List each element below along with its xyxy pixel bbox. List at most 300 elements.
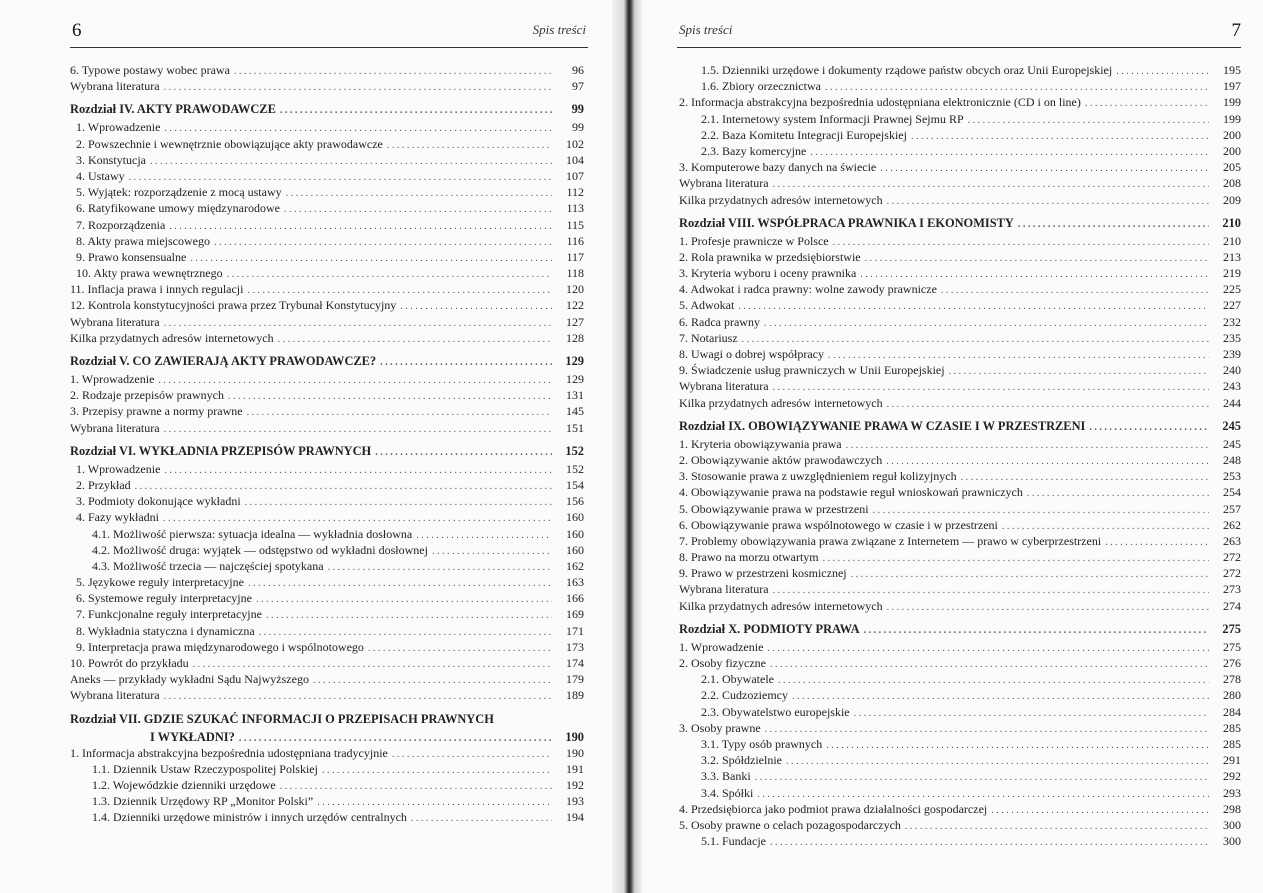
toc-entry-label: 3. Podmioty dokonujące wykładni bbox=[76, 494, 241, 509]
toc-entry-label: 3. Osoby prawne bbox=[679, 720, 761, 735]
toc-entry-label: 2.1. Internetowy system Informacji Prawnej Sejmu RP bbox=[701, 111, 964, 126]
toc-entry-label: 4. Adwokat i radca prawny: wolne zawody prawnicze bbox=[679, 282, 937, 297]
toc-entry-page: 162 bbox=[566, 558, 584, 573]
toc-entry-label: 4. Przedsiębiorca jako podmiot prawa działalności gospodarczej bbox=[679, 801, 988, 816]
toc-entry-page: 263 bbox=[1223, 533, 1241, 548]
toc-entry-label: 2.2. Cudzoziemcy bbox=[701, 688, 788, 703]
toc-entry-label: 3.4. Spółki bbox=[701, 785, 754, 800]
toc-entry-label: Wybrana literatura bbox=[679, 379, 769, 394]
toc-list bbox=[70, 62, 584, 826]
toc-entry bbox=[679, 233, 1241, 249]
toc-entry-page: 200 bbox=[1223, 127, 1241, 142]
toc-leader-dots bbox=[887, 600, 1209, 616]
toc-entry-page: 171 bbox=[566, 623, 584, 638]
page-number: 6 bbox=[72, 20, 82, 41]
toc-entry-page: 199 bbox=[1223, 111, 1241, 126]
toc-entry bbox=[679, 704, 1241, 720]
toc-entry-label: 8. Akty prawa miejscowego bbox=[76, 233, 210, 248]
toc-entry-label: 3. Komputerowe bazy danych na świecie bbox=[679, 160, 877, 175]
toc-entry-page: 272 bbox=[1223, 566, 1241, 581]
toc-entry-page: 273 bbox=[1223, 582, 1241, 597]
toc-entry-label: Wybrana literatura bbox=[70, 314, 160, 329]
toc-entry-label: Rozdział VIII. WSPÓŁPRACA PRAWNIKA I EKONOMISTY bbox=[679, 215, 1014, 230]
toc-entry-label: 2. Informacja abstrakcyjna bezpośrednia udostępniana elektronicznie (CD i on line) bbox=[679, 95, 1081, 110]
toc-entry bbox=[70, 809, 584, 825]
toc-entry-label: Rozdział IX. OBOWIĄZYWANIE PRAWA W CZASIE I W PRZESTRZENI bbox=[679, 418, 1086, 433]
toc-entry bbox=[70, 168, 584, 184]
toc-entry-page: 156 bbox=[566, 494, 584, 509]
toc-entry-label: Wybrana literatura bbox=[70, 688, 160, 703]
toc-entry bbox=[70, 78, 584, 94]
toc-entry bbox=[70, 387, 584, 403]
toc-entry-page: 129 bbox=[565, 354, 584, 368]
toc-entry-label: 5. Językowe reguły interpretacyjne bbox=[76, 575, 244, 590]
toc-entry bbox=[679, 517, 1241, 533]
toc-entry bbox=[679, 111, 1241, 127]
toc-entry-page: 235 bbox=[1223, 330, 1241, 345]
toc-entry-page: 166 bbox=[566, 591, 584, 606]
toc-entry-page: 160 bbox=[566, 542, 584, 557]
toc-entry bbox=[679, 362, 1241, 378]
toc-entry-label: 2. Obowiązywanie aktów prawodawczych bbox=[679, 452, 883, 467]
toc-entry bbox=[679, 720, 1241, 736]
toc-entry bbox=[70, 745, 584, 761]
toc-leader-dots bbox=[164, 689, 552, 705]
toc-entry bbox=[679, 314, 1241, 330]
toc-entry-page: 145 bbox=[566, 404, 584, 419]
toc-entry-label: Rozdział VII. GDZIE SZUKAĆ INFORMACJI O PRZEPISACH PRAWNYCH bbox=[70, 711, 494, 726]
toc-entry-page: 240 bbox=[1223, 363, 1241, 378]
toc-entry-page: 97 bbox=[572, 79, 584, 94]
toc-entry-page: 199 bbox=[1223, 95, 1241, 110]
toc-entry-label: 1.3. Dziennik Urzędowy RP „Monitor Polski” bbox=[92, 794, 314, 809]
toc-entry bbox=[70, 184, 584, 200]
toc-entry-page: 120 bbox=[566, 282, 584, 297]
toc-entry-page: 154 bbox=[566, 477, 584, 492]
toc-entry-page: 152 bbox=[566, 461, 584, 476]
toc-entry-page: 191 bbox=[566, 761, 584, 776]
toc-leader-dots bbox=[887, 397, 1209, 413]
toc-entry-label: 1.5. Dzienniki urzędowe i dokumenty rządowe państw obcych oraz Unii Europejskiej bbox=[701, 63, 1113, 77]
toc-entry-page: 293 bbox=[1223, 785, 1241, 800]
toc-entry bbox=[679, 833, 1241, 849]
toc-entry-page: 292 bbox=[1223, 769, 1241, 784]
toc-entry bbox=[70, 671, 584, 687]
toc-entry-page: 174 bbox=[566, 656, 584, 670]
toc-entry bbox=[679, 159, 1241, 175]
toc-entry-label: 3. Kryteria wyboru i oceny prawnika bbox=[679, 266, 857, 281]
toc-entry-label: 5.1. Fundacje bbox=[701, 834, 766, 849]
toc-entry-label: 4.2. Możliwość druga: wyjątek — odstępstwo od wykładni dosłownej bbox=[92, 542, 428, 557]
toc-entry bbox=[679, 94, 1241, 110]
toc-leader-dots bbox=[411, 811, 552, 827]
toc-entry-page: 194 bbox=[566, 810, 584, 825]
toc-leader-dots bbox=[164, 422, 552, 438]
toc-entry-label: 2.1. Obywatele bbox=[701, 672, 774, 687]
toc-entry-label: Rozdział IV. AKTY PRAWODAWCZE bbox=[70, 102, 276, 117]
toc-entry-label: Rozdział V. CO ZAWIERAJĄ AKTY PRAWODAWCZE? bbox=[70, 354, 377, 368]
toc-entry-label: 1.2. Wojewódzkie dzienniki urzędowe bbox=[92, 777, 276, 792]
toc-entry-page: 210 bbox=[1223, 233, 1241, 248]
toc-entry-page: 189 bbox=[566, 688, 584, 703]
toc-entry bbox=[679, 484, 1241, 500]
left-page-header bbox=[72, 22, 586, 44]
toc-entry bbox=[679, 801, 1241, 817]
toc-entry-label: 1. Wprowadzenie bbox=[679, 639, 764, 654]
toc-entry-label: 12. Kontrola konstytucyjności prawa przez Trybunał Konstytucyjny bbox=[70, 298, 397, 313]
toc-entry bbox=[70, 249, 584, 265]
right-page bbox=[636, 0, 1263, 893]
toc-entry bbox=[70, 477, 584, 493]
toc-entry bbox=[70, 761, 584, 777]
toc-entry bbox=[70, 777, 584, 793]
toc-entry-label: 5. Adwokat bbox=[679, 298, 735, 313]
right-page-header bbox=[679, 22, 1241, 44]
toc-entry-label: 3. Stosowanie prawa z uwzględnieniem reguł kolizyjnych bbox=[679, 469, 957, 484]
toc-entry-label: 4. Ustawy bbox=[76, 168, 125, 183]
toc-entry-label: 11. Inflacja prawa i innych regulacji bbox=[70, 282, 244, 297]
toc-entry-page: 117 bbox=[566, 249, 584, 264]
toc-entry-page: 232 bbox=[1223, 314, 1241, 329]
toc-chapter-heading bbox=[679, 213, 1241, 233]
toc-entry bbox=[679, 452, 1241, 468]
toc-entry-page: 193 bbox=[566, 794, 584, 809]
toc-entry bbox=[679, 598, 1241, 614]
toc-entry bbox=[70, 200, 584, 216]
toc-entry-page: 104 bbox=[566, 152, 584, 167]
toc-entry bbox=[70, 590, 584, 606]
toc-entry bbox=[679, 639, 1241, 655]
toc-entry bbox=[679, 297, 1241, 313]
toc-entry bbox=[679, 468, 1241, 484]
toc-entry-page: 173 bbox=[566, 639, 584, 654]
toc-leader-dots bbox=[1018, 215, 1209, 235]
toc-entry-page: 257 bbox=[1223, 501, 1241, 516]
toc-leader-dots bbox=[887, 194, 1209, 210]
toc-entry-label: 2.3. Obywatelstwo europejskie bbox=[701, 704, 850, 719]
toc-entry-page: 213 bbox=[1223, 249, 1241, 264]
toc-entry-label: 2.2. Baza Komitetu Integracji Europejskiej bbox=[701, 127, 907, 142]
toc-entry bbox=[70, 687, 584, 703]
toc-entry-label: 1. Wprowadzenie bbox=[70, 372, 155, 386]
toc-entry-page: 112 bbox=[566, 185, 584, 200]
toc-entry-label: 7. Funkcjonalne reguły interpretacyjne bbox=[76, 607, 262, 622]
toc-entry-label: 6. Ratyfikowane umowy międzynarodowe bbox=[76, 201, 280, 216]
toc-entry-page: 192 bbox=[566, 777, 584, 792]
toc-chapter-heading bbox=[70, 441, 584, 461]
toc-entry-label: 6. Radca prawny bbox=[679, 314, 760, 329]
toc-entry-page: 208 bbox=[1223, 176, 1241, 191]
toc-entry-page: 160 bbox=[566, 526, 584, 541]
toc-entry-page: 245 bbox=[1222, 418, 1241, 433]
toc-entry-label: Kilka przydatnych adresów internetowych bbox=[70, 330, 274, 345]
toc-entry-label: Wybrana literatura bbox=[679, 582, 769, 597]
toc-entry-page: 276 bbox=[1223, 656, 1241, 670]
toc-entry-page: 179 bbox=[566, 672, 584, 687]
toc-entry-label: Wybrana literatura bbox=[70, 420, 160, 435]
toc-entry-label: 1. Profesje prawnicze w Polsce bbox=[679, 233, 829, 248]
toc-entry bbox=[679, 143, 1241, 159]
toc-entry-label: 9. Interpretacja prawa międzynarodowego i wspólnotowego bbox=[76, 639, 364, 654]
toc-entry bbox=[679, 127, 1241, 143]
toc-entry bbox=[70, 509, 584, 525]
toc-entry bbox=[70, 371, 584, 387]
toc-entry bbox=[70, 233, 584, 249]
toc-entry bbox=[679, 378, 1241, 394]
toc-entry-label: Rozdział VI. WYKŁADNIA PRZEPISÓW PRAWNYCH bbox=[70, 443, 372, 458]
toc-entry-label: 8. Uwagi o dobrej współpracy bbox=[679, 347, 824, 361]
toc-entry-page: 205 bbox=[1223, 160, 1241, 175]
toc-entry-page: 244 bbox=[1223, 395, 1241, 410]
toc-entry-label: 1. Wprowadzenie bbox=[76, 120, 161, 135]
toc-leader-dots bbox=[380, 353, 552, 373]
toc-entry bbox=[679, 565, 1241, 581]
toc-entry-page: 278 bbox=[1223, 672, 1241, 687]
toc-entry bbox=[679, 817, 1241, 833]
toc-entry bbox=[70, 461, 584, 477]
toc-entry-page: 115 bbox=[566, 217, 584, 232]
toc-entry-page: 298 bbox=[1223, 801, 1241, 816]
toc-entry-label: I WYKŁADNI? bbox=[150, 729, 235, 744]
toc-entry bbox=[70, 217, 584, 233]
toc-entry bbox=[679, 265, 1241, 281]
toc-entry-page: 248 bbox=[1223, 452, 1241, 467]
toc-entry-label: Kilka przydatnych adresów internetowych bbox=[679, 598, 883, 613]
toc-entry-page: 272 bbox=[1223, 550, 1241, 565]
toc-leader-dots bbox=[864, 621, 1209, 641]
toc-entry-label: 9. Prawo konsensualne bbox=[76, 249, 187, 264]
toc-entry-page: 200 bbox=[1223, 143, 1241, 158]
toc-entry bbox=[679, 62, 1241, 78]
toc-entry-label: 3.3. Banki bbox=[701, 769, 751, 784]
toc-leader-dots bbox=[770, 835, 1209, 851]
toc-entry-page: 197 bbox=[1223, 79, 1241, 94]
toc-entry-label: Wybrana literatura bbox=[70, 79, 160, 94]
toc-entry-page: 116 bbox=[566, 233, 584, 248]
toc-chapter-heading bbox=[70, 99, 584, 119]
toc-entry-label: 3.1. Typy osób prawnych bbox=[701, 736, 823, 751]
toc-entry-page: 262 bbox=[1223, 517, 1241, 532]
toc-entry-label: Aneks — przykłady wykładni Sądu Najwyższego bbox=[70, 672, 309, 687]
toc-entry-page: 118 bbox=[566, 266, 584, 281]
toc-entry-page: 291 bbox=[1223, 753, 1241, 768]
toc-chapter-heading bbox=[70, 709, 584, 729]
toc-entry-page: 152 bbox=[565, 443, 584, 458]
toc-entry-label: 4.1. Możliwość pierwsza: sytuacja idealna — wykładnia dosłowna bbox=[92, 526, 413, 541]
toc-entry bbox=[70, 330, 584, 346]
toc-chapter-heading bbox=[70, 351, 584, 371]
toc-entry-label: 2. Rola prawnika w przedsiębiorstwie bbox=[679, 249, 861, 264]
toc-entry bbox=[679, 752, 1241, 768]
toc-entry-page: 243 bbox=[1223, 379, 1241, 394]
toc-entry-page: 122 bbox=[566, 298, 584, 313]
toc-entry-page: 99 bbox=[571, 102, 584, 117]
toc-entry-page: 275 bbox=[1223, 639, 1241, 654]
toc-leader-dots bbox=[280, 101, 552, 121]
toc-entry-page: 254 bbox=[1223, 485, 1241, 500]
toc-entry bbox=[679, 549, 1241, 565]
toc-entry-label: 6. Obowiązywanie prawa wspólnotowego w czasie i w przestrzeni bbox=[679, 517, 998, 532]
toc-entry-page: 285 bbox=[1223, 736, 1241, 751]
toc-entry-page: 245 bbox=[1223, 436, 1241, 451]
toc-entry-page: 127 bbox=[566, 314, 584, 329]
toc-entry-page: 210 bbox=[1222, 215, 1241, 230]
toc-entry-label: 8. Prawo na morzu otwartym bbox=[679, 550, 819, 565]
toc-entry bbox=[70, 574, 584, 590]
running-title: Spis treści bbox=[532, 22, 586, 37]
toc-entry bbox=[679, 395, 1241, 411]
toc-entry-label: 5. Osoby prawne o celach pozagospodarczych bbox=[679, 817, 901, 832]
toc-entry-page: 280 bbox=[1223, 688, 1241, 703]
toc-entry bbox=[70, 281, 584, 297]
toc-chapter-heading bbox=[679, 619, 1241, 639]
toc-entry-page: 190 bbox=[566, 745, 584, 760]
toc-entry-label: 5. Wyjątek: rozporządzenie z mocą ustawy bbox=[76, 185, 282, 200]
toc-entry-label: 10. Akty prawa wewnętrznego bbox=[76, 266, 223, 281]
toc-entry bbox=[679, 175, 1241, 191]
toc-entry-page: 160 bbox=[566, 510, 584, 525]
toc-entry-page: 300 bbox=[1223, 834, 1241, 849]
page-number: 7 bbox=[1231, 20, 1241, 41]
toc-leader-dots bbox=[1089, 418, 1209, 438]
toc-entry-label: 7. Rozporządzenia bbox=[76, 217, 166, 232]
toc-entry-label: 7. Notariusz bbox=[679, 330, 738, 345]
toc-entry bbox=[679, 785, 1241, 801]
toc-entry bbox=[70, 493, 584, 509]
toc-entry bbox=[70, 403, 584, 419]
toc-entry-page: 96 bbox=[572, 63, 584, 77]
toc-entry-page: 253 bbox=[1223, 469, 1241, 484]
toc-list bbox=[679, 62, 1241, 849]
toc-entry-page: 227 bbox=[1223, 298, 1241, 313]
toc-entry-page: 225 bbox=[1223, 282, 1241, 297]
toc-entry-page: 102 bbox=[566, 136, 584, 151]
toc-entry-label: 3. Przepisy prawne a normy prawne bbox=[70, 404, 243, 419]
toc-entry bbox=[679, 687, 1241, 703]
toc-entry-page: 239 bbox=[1223, 347, 1241, 361]
toc-entry-label: 9. Świadczenie usług prawniczych w Unii Europejskiej bbox=[679, 363, 945, 378]
header-rule bbox=[677, 47, 1241, 48]
toc-entry bbox=[679, 192, 1241, 208]
toc-entry bbox=[70, 119, 584, 135]
toc-entry-label: 4. Fazy wykładni bbox=[76, 510, 159, 525]
toc-entry-label: 8. Wykładnia statyczna i dynamiczna bbox=[76, 623, 255, 638]
toc-entry-label: 1.6. Zbiory orzecznictwa bbox=[701, 79, 821, 94]
toc-entry bbox=[679, 533, 1241, 549]
toc-entry bbox=[679, 78, 1241, 94]
toc-leader-dots bbox=[164, 80, 552, 96]
toc-entry bbox=[70, 639, 584, 655]
toc-entry bbox=[679, 671, 1241, 687]
toc-entry-page: 284 bbox=[1223, 704, 1241, 719]
toc-entry-label: 1.1. Dziennik Ustaw Rzeczypospolitej Polskiej bbox=[92, 761, 318, 776]
toc-entry-page: 209 bbox=[1223, 192, 1241, 207]
toc-entry bbox=[679, 436, 1241, 452]
toc-entry bbox=[679, 768, 1241, 784]
toc-entry bbox=[70, 297, 584, 313]
toc-entry bbox=[70, 558, 584, 574]
toc-entry-page: 129 bbox=[566, 372, 584, 386]
header-rule bbox=[70, 47, 588, 48]
toc-entry-label: 6. Systemowe reguły interpretacyjne bbox=[76, 591, 252, 606]
toc-entry-label: 3. Konstytucja bbox=[76, 152, 146, 167]
toc-entry-page: 131 bbox=[566, 388, 584, 403]
toc-entry-label: Rozdział X. PODMIOTY PRAWA bbox=[679, 621, 860, 636]
toc-entry bbox=[70, 136, 584, 152]
toc-entry-label: 2. Powszechnie i wewnętrznie obowiązujące akty prawodawcze bbox=[76, 136, 383, 151]
toc-entry bbox=[70, 606, 584, 622]
toc-entry bbox=[70, 265, 584, 281]
toc-entry-page: 219 bbox=[1223, 266, 1241, 281]
toc-entry bbox=[70, 526, 584, 542]
toc-entry-label: 7. Problemy obowiązywania prawa związane z Internetem — prawo w cyberprzestrzeni bbox=[679, 533, 1102, 548]
toc-entry-page: 275 bbox=[1222, 621, 1241, 636]
toc-entry-label: 2.3. Bazy komercyjne bbox=[701, 143, 807, 158]
toc-entry-label: 9. Prawo w przestrzeni kosmicznej bbox=[679, 566, 847, 581]
toc-entry bbox=[679, 736, 1241, 752]
toc-entry-label: 4.3. Możliwość trzecia — najczęściej spotykana bbox=[92, 558, 324, 573]
running-title: Spis treści bbox=[679, 22, 733, 37]
toc-entry-page: 169 bbox=[566, 607, 584, 622]
toc-entry-page: 113 bbox=[566, 201, 584, 216]
toc-entry bbox=[679, 655, 1241, 671]
toc-entry-page: 99 bbox=[572, 120, 584, 135]
toc-entry bbox=[70, 420, 584, 436]
toc-entry bbox=[679, 281, 1241, 297]
toc-entry-label: 1. Informacja abstrakcyjna bezpośrednia udostępniana tradycyjnie bbox=[70, 745, 388, 760]
toc-entry-label: 1. Kryteria obowiązywania prawa bbox=[679, 436, 842, 451]
toc-entry-label: Wybrana literatura bbox=[679, 176, 769, 191]
toc-leader-dots bbox=[375, 443, 552, 463]
toc-entry-label: Kilka przydatnych adresów internetowych bbox=[679, 192, 883, 207]
toc-entry bbox=[679, 501, 1241, 517]
toc-entry-label: 3.2. Spółdzielnie bbox=[701, 753, 782, 768]
toc-leader-dots bbox=[278, 332, 552, 348]
toc-entry-page: 190 bbox=[565, 729, 584, 744]
toc-entry bbox=[70, 793, 584, 809]
toc-entry-label: 5. Obowiązywanie prawa w przestrzeni bbox=[679, 501, 869, 516]
toc-entry bbox=[70, 62, 584, 78]
toc-entry-label: 2. Osoby fizyczne bbox=[679, 656, 766, 670]
left-page bbox=[0, 0, 618, 893]
toc-entry-label: 1. Wprowadzenie bbox=[76, 461, 161, 476]
toc-entry bbox=[70, 314, 584, 330]
toc-entry-label: 6. Typowe postawy wobec prawa bbox=[70, 63, 230, 77]
toc-entry bbox=[70, 623, 584, 639]
toc-entry-label: 4. Obowiązywanie prawa na podstawie reguł wnioskowań prawniczych bbox=[679, 485, 1023, 500]
toc-entry bbox=[679, 330, 1241, 346]
toc-entry-page: 300 bbox=[1223, 817, 1241, 832]
toc-entry bbox=[679, 581, 1241, 597]
toc-entry-page: 274 bbox=[1223, 598, 1241, 613]
toc-entry-page: 195 bbox=[1223, 63, 1241, 77]
toc-entry-page: 163 bbox=[566, 575, 584, 590]
toc-entry-label: 2. Rodzaje przepisów prawnych bbox=[70, 388, 224, 403]
toc-entry-label: 10. Powrót do przykładu bbox=[70, 656, 189, 670]
toc-entry bbox=[70, 655, 584, 671]
toc-chapter-heading bbox=[679, 416, 1241, 436]
toc-entry bbox=[679, 346, 1241, 362]
toc-entry-label: Kilka przydatnych adresów internetowych bbox=[679, 395, 883, 410]
toc-entry bbox=[70, 542, 584, 558]
toc-entry-page: 107 bbox=[566, 168, 584, 183]
toc-entry-page: 285 bbox=[1223, 720, 1241, 735]
toc-entry-label: 1.4. Dzienniki urzędowe ministrów i innych urzędów centralnych bbox=[92, 810, 407, 825]
toc-entry-page: 128 bbox=[566, 330, 584, 345]
toc-chapter-heading bbox=[70, 729, 584, 745]
toc-entry-page: 151 bbox=[566, 420, 584, 435]
toc-entry bbox=[70, 152, 584, 168]
